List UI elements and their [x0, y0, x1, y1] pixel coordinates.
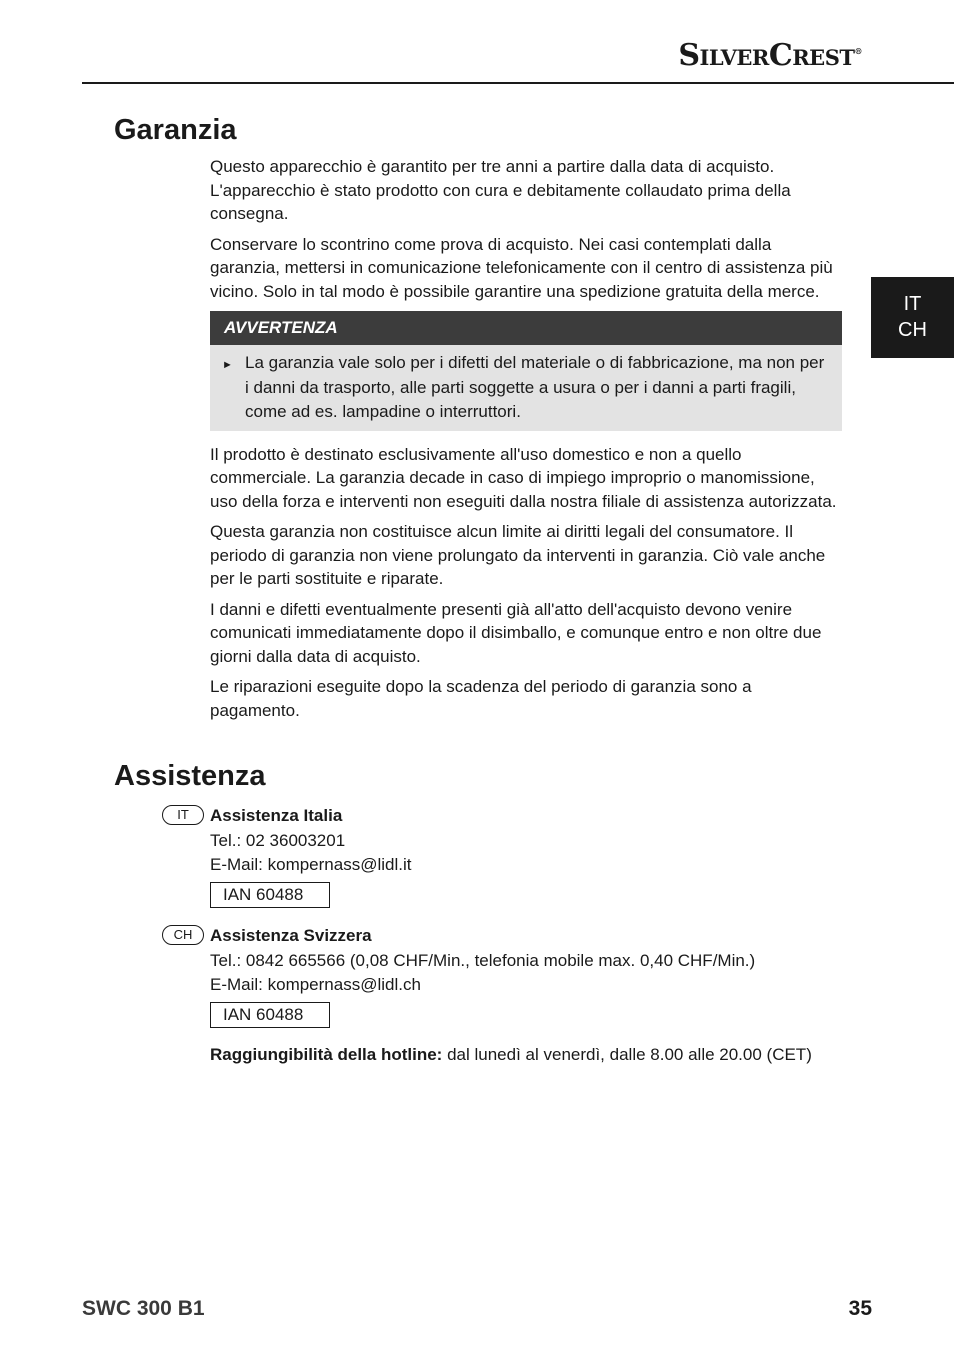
section-title-garanzia: Garanzia: [114, 114, 237, 146]
section-title-assistenza: Assistenza: [114, 760, 266, 792]
service-italia: [210, 804, 411, 908]
garanzia-body: [210, 155, 842, 729]
service-svizzera-title: Assistenza Svizzera: [210, 926, 372, 945]
garanzia-paragraph-5: I danni e difetti eventualmente presenti già all'atto dell'acquisto devono venire comunicati immediatamente dopo il disimballo, e comunque entro e non oltre due giorni dalla data di acquisto.: [210, 599, 822, 666]
garanzia-paragraph-1: Questo apparecchio è garantito per tre anni a partire dalla data di acquisto. L'apparecchio è stato prodotto con cura e debitamente collaudato prima della consegna.: [210, 157, 791, 223]
service-italia-email: E-Mail: kompernass@lidl.it: [210, 855, 412, 874]
service-svizzera-tel: Tel.: 0842 665566 (0,08 CHF/Min., telefonia mobile max. 0,40 CHF/Min.): [210, 950, 756, 970]
language-tab: [871, 277, 954, 358]
garanzia-paragraph-3: Il prodotto è destinato esclusivamente all'uso domestico e non a quello commerciale. La garanzia decade in caso di impiego improprio o manomissione, uso della forza e interventi non eseguiti dalla nostra filiale di assistenza autorizzata.: [210, 444, 837, 511]
hotline-text: dal lunedì al venerdì, dalle 8.00 alle 20.00 (CET): [447, 1045, 812, 1064]
garanzia-paragraph-2: Conservare lo scontrino come prova di acquisto. Nei casi contemplati dalla garanzia, mettersi in comunicazione telefonicamente con il centro di assistenza più vicino. Solo in tal modo è possibile garantire una spedizione gratuita della merce.: [210, 234, 833, 301]
footer-model: SWC 300 B1: [82, 1297, 205, 1320]
language-tab-it: IT: [903, 293, 922, 315]
hotline-label: Raggiungibilità della hotline:: [210, 1045, 443, 1064]
garanzia-paragraph-6: Le riparazioni eseguite dopo la scadenza del periodo di garanzia sono a pagamento.: [210, 677, 752, 720]
service-svizzera-email: E-Mail: kompernass@lidl.ch: [210, 975, 421, 994]
header-rule: [82, 82, 954, 84]
brand-logo: SilverCrest®: [678, 38, 862, 73]
language-tab-ch: CH: [898, 319, 927, 341]
service-italia-tel: Tel.: 02 36003201: [210, 830, 346, 850]
hotline-info: [210, 1045, 812, 1065]
service-svizzera: [210, 924, 755, 1028]
page-number: 35: [848, 1297, 872, 1320]
notice-title: AVVERTENZA: [210, 311, 842, 345]
country-badge-ch: CH: [162, 925, 204, 945]
service-italia-title: Assistenza Italia: [210, 806, 343, 825]
notice-box: [210, 311, 842, 431]
country-badge-it: IT: [162, 805, 204, 825]
notice-body: [210, 345, 842, 431]
service-italia-ian: IAN 60488: [210, 882, 330, 908]
service-svizzera-ian: IAN 60488: [210, 1002, 330, 1028]
triangle-bullet-icon: ►: [222, 359, 233, 371]
garanzia-paragraph-4: Questa garanzia non costituisce alcun limite ai diritti legali del consumatore. Il periodo di garanzia non viene prolungato da interventi in garanzia. Ciò vale anche per le parti sostituite e riparate.: [210, 522, 826, 588]
notice-text: La garanzia vale solo per i difetti del materiale o di fabbricazione, ma non per i danni da trasporto, alle parti soggette a usura o per i danni a parti fragili, come ad es. lampadine o interruttori.: [245, 353, 825, 421]
